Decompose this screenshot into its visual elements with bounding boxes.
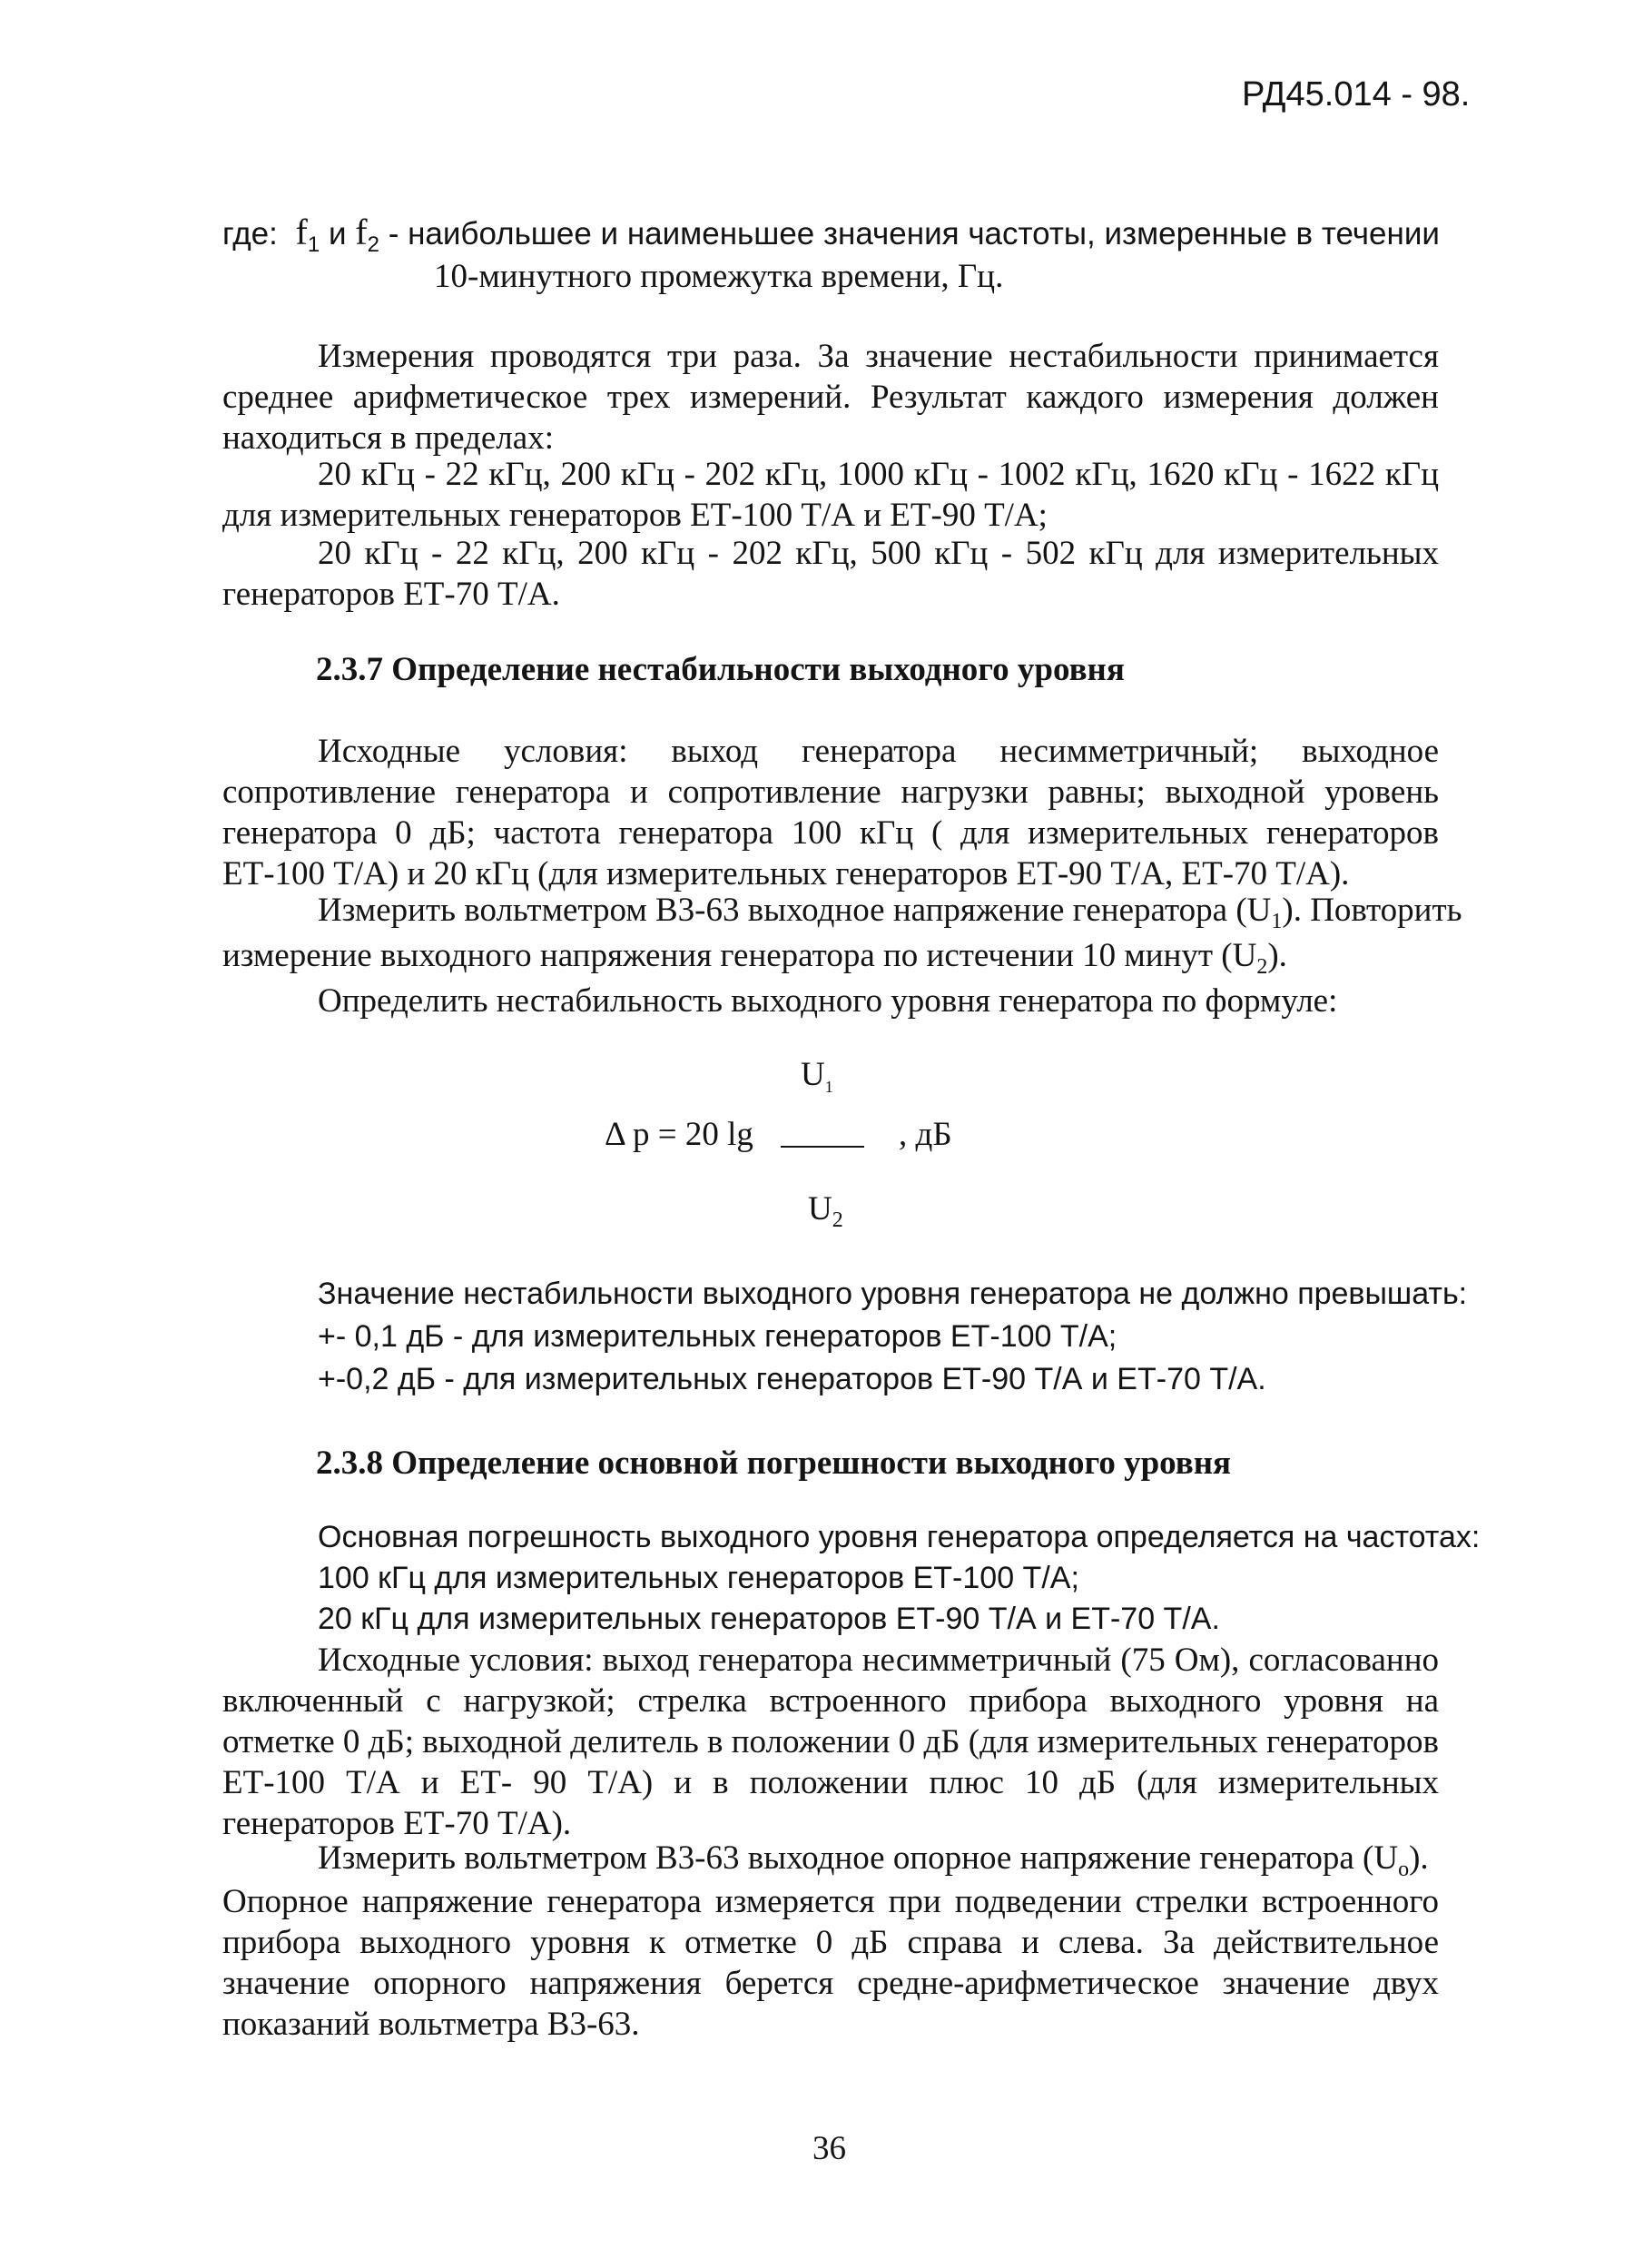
formula-denominator [808, 1189, 843, 1234]
section-heading-2-3-7: 2.3.7 Определение нестабильности выходного уровня [316, 651, 1125, 688]
formula-num-subscript: 1 [824, 1078, 833, 1096]
section-2-3-8-line-2: 100 кГц для измерительных генераторов ЕТ-100 Т/А; [318, 1561, 1079, 1595]
measure-ref-text-a: Измерить вольтметром В3-63 выходное опорное напряжение генератора (U [318, 1839, 1399, 1877]
measure-text-d: ). [1267, 937, 1287, 974]
formula-fraction-bar [781, 1146, 864, 1148]
u1-subscript: 1 [1271, 910, 1283, 933]
f1-subscript: 1 [307, 232, 320, 257]
measurements-range-2: 20 кГц - 22 кГц, 200 кГц - 202 кГц, 500 кГц - 502 кГц для измерительных генераторов ЕТ-70 Т/А. [222, 535, 1439, 613]
where-label: где: [222, 216, 278, 251]
section-2-3-7-measure-line-1 [318, 891, 1462, 935]
section-2-3-7-limits-intro: Значение нестабильности выходного уровня генератора не должно превышать: [318, 1277, 1468, 1311]
formula-lhs: Δ p = 20 lg [605, 1116, 753, 1153]
formula-u: U [801, 1056, 825, 1093]
measure-text-c: измерение выходного напряжения генератора по истечении 10 минут (U [222, 937, 1257, 974]
where-continuation: 10-минутного промежутка времени, Гц. [434, 258, 1004, 295]
measurements-paragraph: Измерения проводятся три раза. За значение нестабильности принимается среднее арифметическое трех измерений. Результат каждого измерения должен находиться в пределах: [222, 338, 1439, 457]
f1-symbol: f [295, 212, 308, 252]
u2-subscript: 2 [1256, 955, 1268, 979]
formula-u-den: U [808, 1190, 832, 1228]
and-word: и [328, 216, 347, 251]
section-2-3-8-line-1: Основная погрешность выходного уровня генератора определяется на частотах: [318, 1520, 1481, 1554]
formula-den-subscript: 2 [832, 1208, 843, 1232]
page-number: 36 [812, 2130, 846, 2167]
formula-numerator [801, 1055, 833, 1098]
section-heading-2-3-8: 2.3.8 Определение основной погрешности выходного уровня [316, 1445, 1232, 1482]
section-2-3-8-measure-line [318, 1839, 1429, 1883]
f2-subscript: 2 [367, 232, 379, 257]
section-2-3-7-limit-1: +- 0,1 дБ - для измерительных генераторов ЕТ-100 Т/А; [318, 1319, 1117, 1354]
section-2-3-7-limit-2: +-0,2 дБ - для измерительных генераторов ЕТ-90 Т/А и ЕТ-70 Т/А. [318, 1362, 1266, 1396]
section-2-3-7-conditions: Исходные условия: выход генератора несимметричный; выходное сопротивление генератора и сопротивление нагрузки равны; выходной уровень генератора 0 дБ; частота генератора 100 кГц ( для измерительных генераторов ЕТ-100 Т/А) и 20 кГц (для измерительных генераторов ЕТ-90 Т/А, ЕТ-70 Т/А). [222, 733, 1439, 892]
where-line [222, 211, 1440, 259]
measure-text-a: Измерить вольтметром В3-63 выходное напряжение генератора (U [318, 892, 1272, 929]
section-2-3-8-line-3: 20 кГц для измерительных генераторов ЕТ-90 Т/А и ЕТ-70 Т/А. [318, 1602, 1220, 1636]
uo-subscript: o [1398, 1858, 1410, 1881]
where-text: - наибольшее и наименьшее значения частоты, измеренные в течении [388, 216, 1440, 251]
measurements-range-1: 20 кГц - 22 кГц, 200 кГц - 202 кГц, 1000 кГц - 1002 кГц, 1620 кГц - 1622 кГц для измерительных генераторов ЕТ-100 Т/А и ЕТ-90 Т/А; [222, 456, 1439, 534]
measure-ref-text-b: ). [1409, 1839, 1429, 1877]
f2-symbol: f [355, 212, 368, 252]
section-2-3-8-reference-paragraph: Опорное напряжение генератора измеряется при подведении стрелки встроенного прибора выходного уровня к отметке 0 дБ справа и слева. За действительное значение опорного напряжения берется средне-арифметическое значение двух показаний вольтметра В3-63. [222, 1883, 1439, 2043]
section-2-3-7-formula-intro: Определить нестабильность выходного уровня генератора по формуле: [318, 982, 1338, 1020]
document-code: РД45.014 - 98. [1242, 75, 1471, 113]
measure-text-b: ). Повторить [1282, 892, 1462, 929]
section-2-3-7-measure-line-2 [222, 936, 1287, 981]
section-2-3-8-conditions: Исходные условия: выход генератора несимметричный (75 Ом), согласованно включенный с нагрузкой; стрелка встроенного прибора выходного уровня на отметке 0 дБ; выходной делитель в положении 0 дБ (для измерительных генераторов ЕТ-100 Т/А и ЕТ- 90 Т/А) и в положении плюс 10 дБ (для измерительных генераторов ЕТ-70 Т/А). [222, 1642, 1439, 1842]
formula-unit: , дБ [899, 1116, 952, 1153]
